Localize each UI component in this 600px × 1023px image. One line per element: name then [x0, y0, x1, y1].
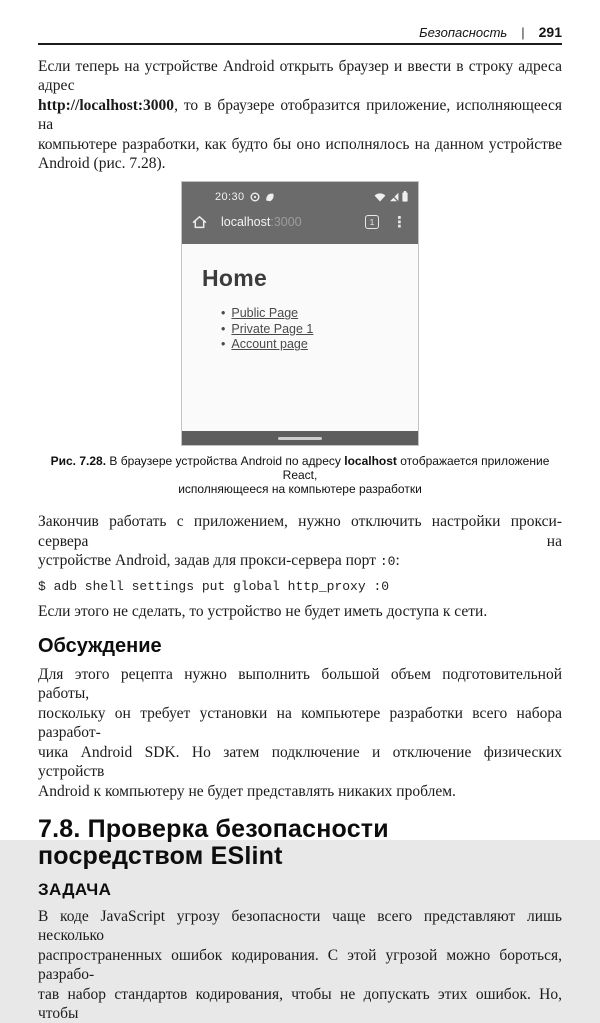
android-navigation-bar	[182, 431, 418, 445]
caption-line: исполняющееся на компьютере разработки	[178, 482, 422, 497]
status-left	[215, 191, 275, 203]
text-segment: устройстве Android, задав для прокси-сервера порт	[38, 552, 380, 570]
url-host: localhost	[221, 215, 271, 230]
text-line	[38, 551, 562, 571]
list-item	[221, 307, 406, 321]
notification-icon-1	[250, 192, 260, 202]
link-account-page[interactable]: Account page	[231, 337, 308, 352]
text-line: компьютере разработки, как будто бы оно исполнялось на данном устройстве	[38, 135, 562, 153]
battery-icon	[402, 191, 408, 202]
text-line: Android к компьютеру не будет представлять никаких проблем.	[38, 782, 456, 800]
page-number: 291	[538, 24, 562, 40]
header-rule	[38, 43, 562, 45]
paragraph-proxy	[38, 512, 562, 571]
caption-line	[38, 454, 562, 482]
url-field[interactable]	[221, 215, 365, 229]
link-public-page[interactable]: Public Page	[231, 306, 299, 321]
chapter-title: Безопасность	[419, 25, 508, 40]
caption-text: отображается приложение React,	[282, 454, 550, 483]
paragraph-task	[38, 907, 562, 1023]
figure-caption	[38, 454, 562, 496]
text-line: тав набор стандартов кодирования, чтобы не допускать этих ошибок. Но, чтобы	[38, 985, 562, 1022]
notification-icon-2	[265, 192, 275, 202]
text-segment: :	[395, 552, 400, 570]
heading-line: 7.8. Проверка безопасности	[38, 814, 389, 843]
text-line: В коде JavaScript угрозу безопасности чаще всего представляют лишь несколько	[38, 907, 562, 945]
text-line: Android (рис. 7.28).	[38, 155, 166, 173]
list-item	[221, 323, 406, 337]
inline-code: :0	[379, 554, 396, 570]
home-icon[interactable]	[191, 214, 208, 230]
paragraph-warning: Если этого не сделать, то устройство не будет иметь доступа к сети.	[38, 602, 488, 620]
web-page-content	[182, 244, 418, 352]
heading-line: посредством ESlint	[38, 841, 283, 870]
paragraph-discussion	[38, 665, 562, 801]
caption-text: В браузере устройства Android по адресу	[106, 454, 345, 469]
cellular-signal-icon	[389, 192, 399, 202]
page-title: Home	[202, 265, 268, 292]
text-line: поскольку он требует установки на компьютере разработки всего набора разработ-	[38, 704, 562, 742]
text-line	[38, 96, 562, 135]
text-line: распространенных ошибок кодирования. С этой угрозой можно бороться, разрабо-	[38, 946, 562, 984]
header-separator: |	[521, 25, 525, 40]
status-bar	[182, 182, 418, 204]
paragraph-intro	[38, 57, 562, 173]
android-browser-screenshot	[181, 181, 419, 446]
running-header	[38, 24, 562, 41]
heading-discussion: Обсуждение	[38, 635, 162, 658]
heading-section-7-8	[38, 816, 562, 870]
gesture-pill[interactable]	[278, 437, 322, 440]
overflow-menu-icon[interactable]: ⋮	[392, 213, 407, 231]
wifi-icon	[374, 192, 386, 202]
shell-command: $ adb shell settings put global http_proxy :0	[38, 578, 390, 594]
text-line: Для этого рецепта нужно выполнить большой объем подготовительной работы,	[38, 666, 562, 703]
link-private-page-1[interactable]: Private Page 1	[231, 321, 314, 336]
text-line: Закончив работать с приложением, нужно отключить настройки прокси-сервера на	[38, 513, 562, 550]
url-text-bold: http://localhost:3000	[38, 96, 175, 114]
url-port: :3000	[270, 215, 302, 230]
address-bar[interactable]	[182, 204, 418, 240]
status-right	[374, 191, 408, 202]
caption-bold-word: localhost	[344, 454, 397, 469]
text-segment: , то в браузере отобразится приложение, исполняющееся на	[38, 96, 562, 134]
clock: 20:30	[215, 190, 245, 203]
figure-label: Рис. 7.28.	[50, 454, 107, 469]
text-line: чика Android SDK. Но затем подключение и отключение физических устройств	[38, 743, 562, 781]
text-line: Если теперь на устройстве Android открыть браузер и ввести в строку адреса адрес	[38, 58, 562, 95]
heading-task: ЗАДАЧА	[38, 879, 112, 899]
list-item	[221, 338, 406, 352]
nav-link-list	[221, 307, 406, 352]
tab-switcher-button[interactable]: 1	[365, 215, 379, 229]
browser-chrome	[182, 182, 418, 244]
